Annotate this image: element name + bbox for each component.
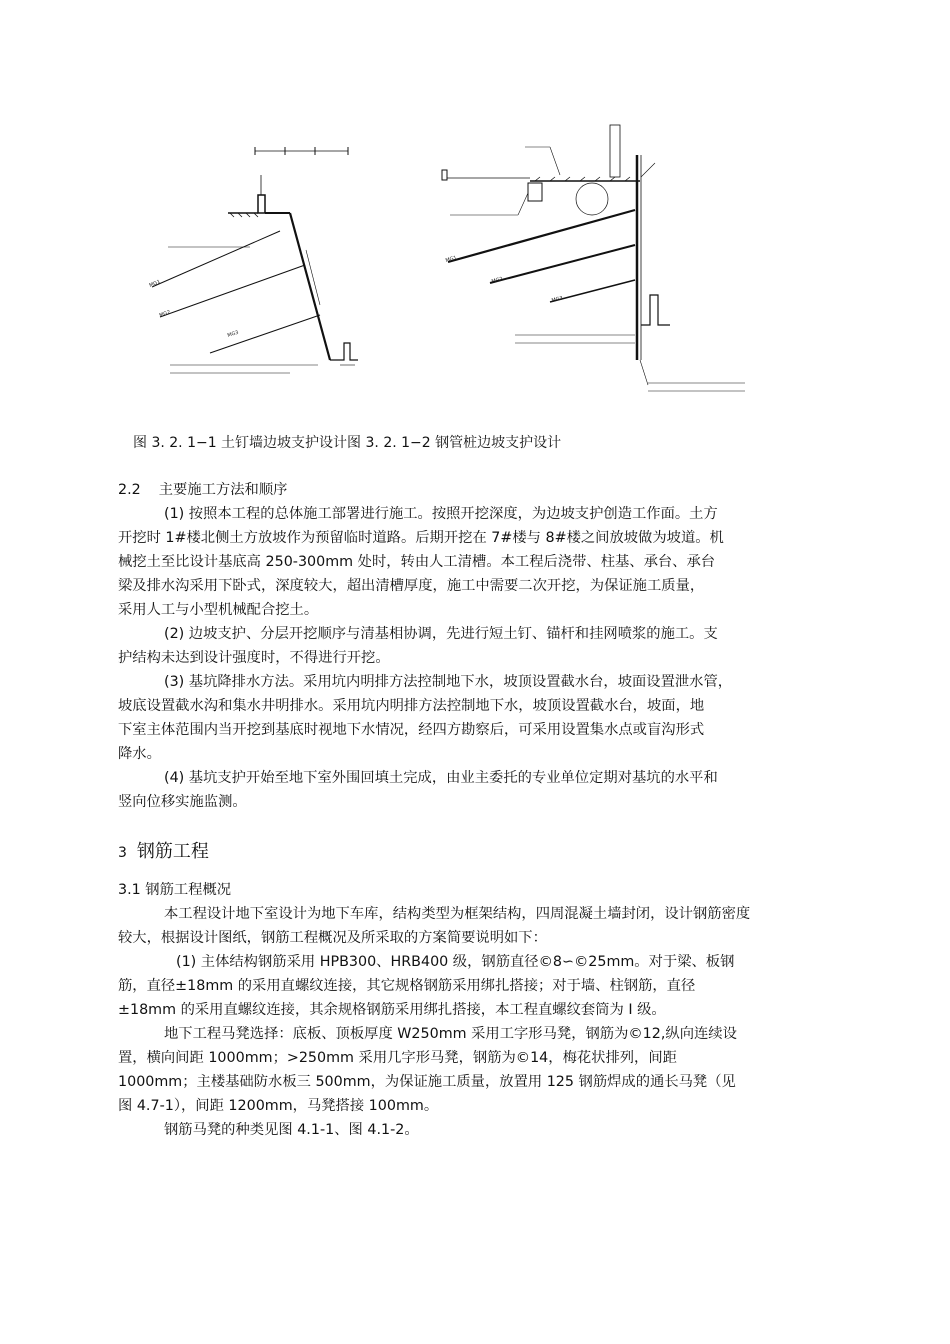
paragraph-line: 图 4.7-1），间距 1200mm，马凳搭接 100mm。 [118,1098,439,1114]
paragraph-line: 置，横向间距 1000mm；>250mm 采用几字形马凳，钢筋为©14，梅花状排列，间距 [118,1050,677,1066]
paragraph-line: 本工程设计地下室设计为地下车库，结构类型为框架结构，四周混凝土墙封闭，设计钢筋密度 [164,906,751,922]
paragraph-line: 械挖土至比设计基底高 250-300mm 处时，转由人工清槽。本工程后浇带、柱基、承台、承台 [118,554,716,570]
section-3-1 [118,878,838,1142]
paragraph-line: 下室主体范围内当开挖到基底时视地下水情况，经四方勘察后，可采用设置集水点或盲沟形式 [118,722,705,738]
section-3-1-heading: 3.1 钢筋工程概况 [118,882,232,898]
paragraph-line: (3) 基坑降排水方法。采用坑内明排方法控制地下水，坡顶设置截水台，坡面设置泄水管， [164,674,733,690]
paragraph-line: (1) 主体结构钢筋采用 HPB300、HRB400 级，钢筋直径©8∽©25mm。对于梁、板钢 [176,954,735,970]
paragraph-line: (1) 按照本工程的总体施工部署进行施工。按照开挖深度，为边坡支护创造工作面。土方 [164,506,718,522]
paragraph-line: 开挖时 1#楼北侧土方放坡作为预留临时道路。后期开挖在 7#楼与 8#楼之间放坡做为坡道。机 [118,530,724,546]
paragraph-line: 降水。 [118,746,161,762]
left-mg1-label: MG1 [148,279,162,289]
figure-area [130,115,820,405]
section-2-2-heading [118,478,838,502]
section-2-2 [118,478,838,814]
paragraph-line: 护结构未达到设计强度时，不得进行开挖。 [118,650,390,666]
paragraph-line: ±18mm 的采用直螺纹连接，其余规格钢筋采用绑扎搭接，本工程直螺纹套筒为 I 级。 [118,1002,666,1018]
right-mg1-label: MG1 [444,255,458,264]
paragraph-line: 筋，直径±18mm 的采用直螺纹连接，其它规格钢筋采用绑扎搭接；对于墙、柱钢筋，直径 [118,978,696,994]
soil-nail-and-steel-pipe-pile-drawings [130,115,820,405]
paragraph-line: 竖向位移实施监测。 [118,794,247,810]
section-3-heading [118,837,209,863]
section-title: 钢筋工程 [136,841,209,862]
left-mg2-label: MG2 [158,309,172,319]
section-title: 主要施工方法和顺序 [158,482,288,498]
right-mg2-label: MG2 [490,276,504,285]
left-mg3-label: MG3 [226,329,240,339]
paragraph-line: 坡底设置截水沟和集水井明排水。采用坑内明排方法控制地下水，坡顶设置截水台，坡面，地 [118,698,705,714]
paragraph-line: (4) 基坑支护开始至地下室外围回填土完成，由业主委托的专业单位定期对基坑的水平和 [164,770,718,786]
paragraph-line: (2) 边坡支护、分层开挖顺序与清基相协调，先进行短土钉、锚杆和挂网喷浆的施工。支 [164,626,718,642]
paragraph-line: 地下工程马凳选择：底板、顶板厚度 W250mm 采用工字形马凳，钢筋为©12,纵向连续设 [164,1026,737,1042]
steel-pipe-pile-drawing [442,125,745,391]
paragraph-line: 梁及排水沟采用下卧式，深度较大，超出清槽厚度，施工中需要二次开挖，为保证施工质量， [118,578,705,594]
right-mg3-label: MG3 [551,295,564,304]
soil-nail-wall-drawing [152,147,358,373]
section-number: 2.2 [118,482,141,498]
paragraph-line: 采用人工与小型机械配合挖土。 [118,602,319,618]
paragraph-line: 钢筋马凳的种类见图 4.1-1、图 4.1-2。 [164,1122,419,1138]
figure-caption: 图 3. 2. 1−1 土钉墙边坡支护设计图 3. 2. 1−2 钢管桩边坡支护设计 [133,435,562,451]
paragraph-line: 1000mm；主楼基础防水板三 500mm，为保证施工质量，放置用 125 钢筋焊成的通长马凳（见 [118,1074,736,1090]
section-number: 3 [118,845,127,861]
paragraph-line: 较大，根据设计图纸，钢筋工程概况及所采取的方案简要说明如下： [118,930,547,946]
